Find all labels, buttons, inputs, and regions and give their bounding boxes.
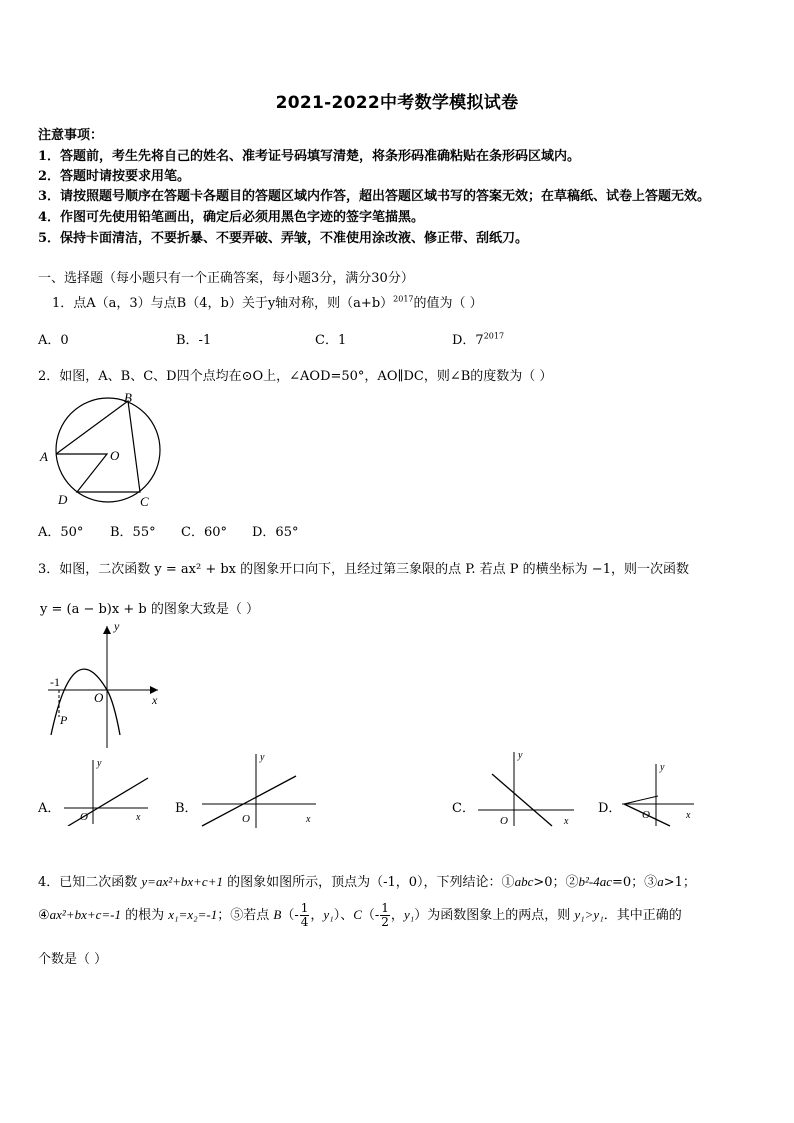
axis-x-label: x <box>686 810 691 821</box>
axis-x-label: x <box>136 812 141 823</box>
axis-y-label: y <box>260 752 265 763</box>
q4-function: y=ax²+bx+c+1 <box>141 874 223 889</box>
question-4-line-2 <box>38 902 682 929</box>
q4-math: a <box>657 874 664 889</box>
q1-text: 1．点A（a，3）与点B（4，b）关于y轴对称，则（a+b） <box>52 296 394 311</box>
q3-option-d: D． <box>598 801 622 816</box>
circle-o <box>56 398 160 502</box>
axis-x-label: x <box>306 814 311 825</box>
axis-origin-label: O <box>242 813 250 825</box>
q4-text: >0；② <box>533 875 579 890</box>
notice-item-2: 2．答题时请按要求用笔。 <box>38 169 191 184</box>
q4-text: 的图象如图所示，顶点为（-1，0），下列结论：① <box>222 875 515 890</box>
q2-label-b: B <box>124 390 132 405</box>
q3-option-d-graph <box>618 760 698 828</box>
axis-y-label: y <box>518 750 523 761</box>
question-3-line-1: 3．如图，二次函数 y = ax² + bx 的图象开口向下，且经过第三象限的点 P. 若点 P 的横坐标为 −1，则一次函数 <box>38 562 689 577</box>
question-4-line-3: 个数是（ ） <box>38 952 108 967</box>
notice-item-3: 3．请按照题号顺序在答题卡各题目的答题区域内作答，超出答题区域书写的答案无效；在草稿纸、试卷上答题无效。 <box>38 189 711 204</box>
section-heading: 一、选择题（每小题只有一个正确答案，每小题3分，满分30分） <box>38 271 414 286</box>
q4-text: （- <box>361 908 380 923</box>
q2-label-a: A <box>40 449 48 464</box>
q1-option-d-exp: 2017 <box>483 331 505 341</box>
q2-option-c: C．60° <box>181 525 227 540</box>
question-4-line-1 <box>38 871 696 890</box>
q2-label-c: C <box>140 494 149 509</box>
page-title: 2021-2022中考数学模拟试卷 <box>275 93 519 113</box>
q4-math: y₁ <box>403 907 415 922</box>
q4-math: y₁ <box>323 907 334 922</box>
q2-label-o: O <box>110 448 120 463</box>
q3-y-label: y <box>114 620 120 633</box>
q4-text: 4．已知二次函数 <box>38 875 142 890</box>
q4-text: ）为函数图象上的两点，则 <box>414 908 575 923</box>
axis-y-label: y <box>97 758 102 769</box>
q3-option-c-graph <box>474 746 576 828</box>
q3-x-label: x <box>152 693 158 707</box>
q4-text: ．其中正确的 <box>603 908 682 923</box>
q1-option-d-label: D．7 <box>452 333 484 348</box>
axis-origin-label: O <box>642 809 650 821</box>
axis-y-label: y <box>660 762 665 773</box>
fraction-denominator: 2 <box>381 915 389 929</box>
fraction-denominator: 4 <box>300 915 309 929</box>
q1-option-a: A．0 <box>38 333 69 348</box>
fraction-numerator: 1 <box>300 901 309 915</box>
axis-origin-label: O <box>500 815 508 827</box>
q4-text: 的根为 <box>121 908 169 923</box>
q4-math: C <box>353 907 362 922</box>
q4-math: abc <box>514 874 534 889</box>
axis-origin-label: O <box>80 811 88 823</box>
q4-math: b²-4ac <box>578 874 613 889</box>
question-2: 2．如图，A、B、C、D四个点均在⊙O上，∠AOD=50°，AO∥DC，则∠B的度数为（ ） <box>38 369 553 384</box>
q4-text: ；⑤若点 <box>217 908 274 923</box>
q2-option-a: A．50° <box>38 525 84 540</box>
q4-math: B <box>273 907 282 922</box>
q4-text: ）、 <box>333 908 354 923</box>
q3-option-a-graph <box>60 756 150 826</box>
q3-parabola-graph <box>36 620 166 750</box>
q2-label-d: D <box>58 492 68 507</box>
fraction-numerator: 1 <box>381 901 389 915</box>
q4-text: >1； <box>663 875 696 890</box>
q1-option-c: C．1 <box>315 333 347 348</box>
axis-x-label: x <box>564 816 569 827</box>
q3-option-c: C． <box>452 801 475 816</box>
q2-figure-lines <box>56 401 140 492</box>
notice-item-1: 1．答题前，考生先将自己的姓名、准考证号码填写清楚，将条形码准确粘贴在条形码区域内。 <box>38 149 581 164</box>
notice-heading: 注意事项： <box>38 128 104 143</box>
q4-math: ax²+bx+c=-1 <box>49 907 122 922</box>
q1-exponent: 2017 <box>393 294 414 304</box>
q4-text: （- <box>281 908 299 923</box>
q3-option-b: B． <box>175 801 198 816</box>
q1-option-b: B．-1 <box>176 333 212 348</box>
q4-text: =0；③ <box>612 875 658 890</box>
q4-text: ④ <box>38 908 50 923</box>
notice-item-4: 4．作图可先使用铅笔画出，确定后必须用黑色字迹的签字笔描黑。 <box>38 210 425 225</box>
q3-minus-one-label: -1 <box>50 675 60 689</box>
notice-item-5: 5．保持卡面清洁，不要折暴、不要弄破、弄皱，不准使用涂改液、修正带、刮纸刀。 <box>38 231 529 246</box>
q3-p-label: P <box>60 713 68 727</box>
q3-option-a: A． <box>38 801 61 816</box>
q3-option-b-graph <box>198 748 320 830</box>
q4-math: x₁=x₂=-1 <box>168 907 218 922</box>
q1-option-d <box>452 329 504 348</box>
q2-option-b: B．55° <box>110 525 156 540</box>
q4-text: ， <box>310 908 324 923</box>
fraction-one-quarter <box>300 902 310 929</box>
line-graph-upper <box>624 796 658 804</box>
q2-option-d: D．65° <box>252 525 299 540</box>
y-axis-arrow <box>103 626 111 634</box>
q4-math: y₁>y₁ <box>574 907 604 922</box>
q4-text: ， <box>390 908 404 923</box>
question-3-line-2: y = (a − b)x + b 的图象大致是（ ） <box>40 602 259 617</box>
q3-origin-label: O <box>94 690 104 705</box>
q1-text-end: 的值为（ ） <box>413 296 483 311</box>
fraction-one-half <box>380 902 390 929</box>
q2-circle-figure <box>36 388 168 514</box>
question-1 <box>52 292 483 311</box>
